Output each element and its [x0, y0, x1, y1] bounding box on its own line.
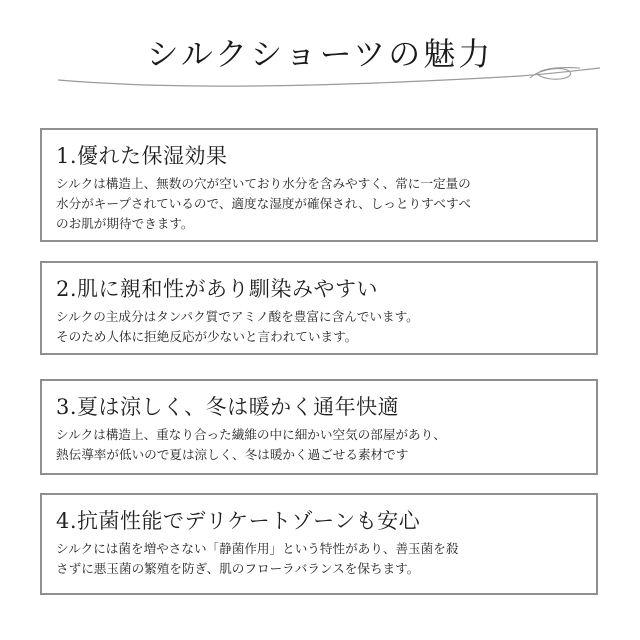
card-title: 1.優れた保湿効果	[56, 144, 228, 168]
card-title: 3.夏は涼しく、冬は暖かく通年快適	[56, 395, 400, 419]
feature-card-affinity	[40, 261, 598, 355]
card-body-line: 水分がキープされているので、適度な湿度が確保され、しっとりすべすべ	[56, 196, 471, 211]
card-body-line: シルクの主成分はタンパク質でアミノ酸を豊富に含んでいます。	[56, 309, 419, 324]
card-body-line: シルクは構造上、無数の穴が空いており水分を含みやすく、常に一定量の	[56, 176, 471, 191]
card-title: 2.肌に親和性があり馴染みやすい	[56, 277, 379, 301]
decorative-swoosh	[0, 58, 640, 98]
page-title: シルクショーツの魅力	[146, 35, 494, 73]
card-body	[56, 425, 584, 465]
card-body	[56, 174, 584, 234]
card-body-line: のお肌が期待できます。	[56, 216, 194, 231]
card-body-line: そのため人体に拒絶反応が少ないと言われています。	[56, 329, 358, 344]
card-body-line: シルクには菌を増やさない「静菌作用」という特性があり、善玉菌を殺	[56, 541, 459, 556]
feature-card-antibacterial	[40, 493, 598, 595]
card-body	[56, 539, 584, 579]
card-body	[56, 307, 584, 347]
card-body-line: 熱伝導率が低いので夏は涼しく、冬は暖かく過ごせる素材です	[56, 447, 409, 462]
card-body-line: シルクは構造上、重なり合った繊維の中に細かい空気の部屋があり、	[56, 427, 446, 442]
feature-card-comfort	[40, 379, 598, 475]
card-title: 4.抗菌性能でデリケートゾーンも安心	[56, 509, 421, 533]
swoosh-line	[58, 68, 600, 86]
feature-card-moisture	[40, 128, 598, 242]
card-body-line: さずに悪玉菌の繁殖を防ぎ、肌のフローラバランスを保ちます。	[56, 561, 420, 576]
